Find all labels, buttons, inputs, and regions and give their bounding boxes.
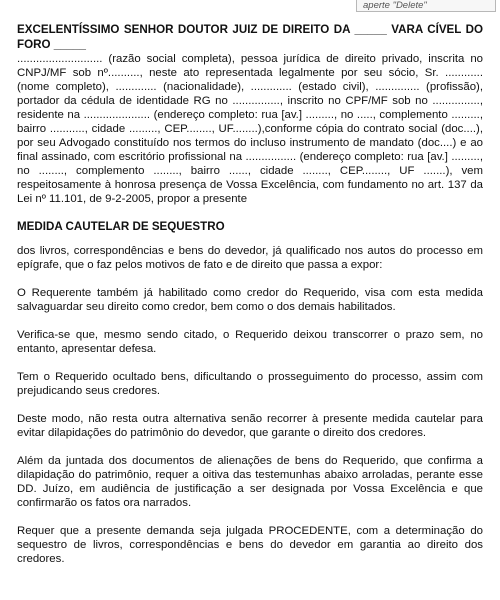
- intro-paragraph: ........................... (razão social completa), pessoa jurídica de direito privado, inscrita no CNPJ/MF sob nº.........., neste ato representada legalmente por seu sócio, Sr. ............ (nome completo), ............. (nacionalidade), ............. (estado civil), .............. (profissão), portador da cédula de identidade RG no ..............., inscrito no CPF/MF sob no ..............., residente na ..................... (endereço completo: rua [av.] ........., no ....., complemento ........., bairro ..........., cidade ........., CEP........, UF........),conforme cópia do contrato social (doc....), por seu Advogado constituído nos termos do incluso instrumento de mandato (doc....) e ao final assinado, com escritório profissional na ................ (endereço completo: rua [av.] ........., no ........, complemento ........, bairro ......, cidade ........, CEP........, UF .......), vem respeitosamente à honrosa presença de Vossa Excelência, com fundamento no art. 137 da Lei nº 11.101, de 9-2-2005, propor a presente: [17, 53, 483, 205]
- paragraph-6: Além da juntada dos documentos de alienações de bens do Requerido, que confirma a dilapidação do patrimônio, requer a oitiva das testemunhas abaixo arroladas, perante esse DD. Juízo, em audiência de justificação a ser designada por Vossa Excelência e que confirmarão os fatos ora narrados.: [17, 455, 483, 509]
- section-title: MEDIDA CAUTELAR DE SEQUESTRO: [17, 220, 225, 233]
- delete-hint: aperte "Delete": [356, 0, 496, 12]
- paragraph-7: Requer que a presente demanda seja julgada PROCEDENTE, com a determinação do sequestro de livros, correspondências e bens do devedor em garantia ao direito dos credores.: [17, 525, 483, 565]
- paragraph-5: Deste modo, não resta outra alternativa senão recorrer à presente medida cautelar para evitar dilapidações do patrimônio do devedor, que garante o direito dos credores.: [17, 413, 483, 439]
- paragraph-2: O Requerente também já habilitado como credor do Requerido, visa com esta medida salvaguardar seu direito como credor, bem como o dos demais habilitados.: [17, 287, 483, 313]
- document-header: EXCELENTÍSSIMO SENHOR DOUTOR JUIZ DE DIREITO DA _____ VARA CÍVEL DO FORO _____: [17, 23, 483, 51]
- paragraph-3: Verifica-se que, mesmo sendo citado, o Requerido deixou transcorrer o prazo sem, no entanto, apresentar defesa.: [17, 329, 483, 355]
- document-page: [17, 22, 483, 580]
- paragraph-4: Tem o Requerido ocultado bens, dificultando o prosseguimento do processo, assim com prejudicando seus credores.: [17, 371, 483, 397]
- paragraph-1: dos livros, correspondências e bens do devedor, já qualificado nos autos do processo em epígrafe, que o faz pelos motivos de fato e de direito que passa a expor:: [17, 245, 483, 271]
